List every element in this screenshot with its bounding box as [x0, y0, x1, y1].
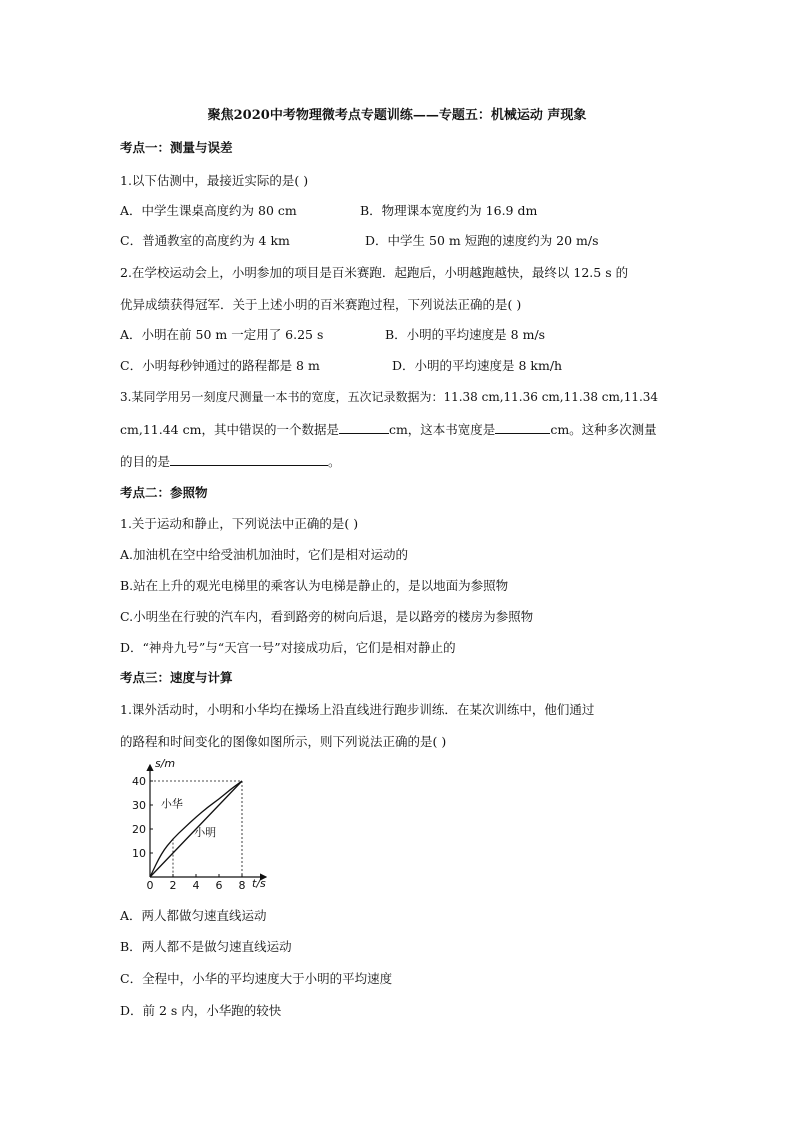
s1-q1-option-b: B．物理课本宽度约为 16.9 dm	[360, 203, 538, 218]
x-axis-label: t/s	[252, 877, 266, 890]
s1-q1-option-d: D．中学生 50 m 短跑的速度约为 20 m/s	[365, 233, 599, 248]
distance-time-graph	[128, 755, 278, 890]
s3-q1-line1: 1.课外活动时，小明和小华均在操场上沿直线进行跑步训练．在某次训练中，他们通过	[120, 702, 595, 717]
s1-q3-line3	[120, 452, 341, 470]
s3-q1-option-d: D．前 2 s 内，小华跑的较快	[120, 1003, 282, 1018]
s1-q3-text-c: cm。这种多次测量	[550, 422, 657, 437]
s2-q1-option-a: A.加油机在空中给受油机加油时，它们是相对运动的	[120, 547, 409, 562]
s3-q1-option-c: C．全程中，小华的平均速度大于小明的平均速度	[120, 971, 393, 986]
page-title: 聚焦2020中考物理微考点专题训练——专题五：机械运动 声现象	[207, 108, 587, 123]
s3-q1-option-a: A．两人都做匀速直线运动	[120, 908, 267, 923]
s1-q3-line1: 3.某同学用另一刻度尺测量一本书的宽度，五次记录数据为：11.38 cm,11.36 cm,11.38 cm,11.34	[120, 390, 659, 404]
series-label-xiaoming: 小明	[194, 826, 217, 840]
section3-heading: 考点三：速度与计算	[120, 670, 233, 685]
section1-heading: 考点一：测量与误差	[120, 140, 233, 155]
s1-q3-text-a: cm,11.44 cm，其中错误的一个数据是	[120, 422, 339, 437]
s2-q1-stem: 1.关于运动和静止，下列说法中正确的是( )	[120, 516, 359, 531]
y-tick-label: 40	[132, 775, 146, 788]
y-axis-label: s/m	[155, 757, 176, 770]
s1-q3-text-d: 的目的是	[120, 454, 171, 469]
x-tick-label: 6	[215, 879, 223, 890]
s2-q1-option-b: B.站在上升的观光电梯里的乘客认为电梯是静止的，是以地面为参照物	[120, 578, 509, 593]
s1-q2-option-b: B．小明的平均速度是 8 m/s	[385, 327, 546, 342]
s1-q3-text-e: 。	[328, 454, 341, 469]
y-tick-label: 10	[132, 847, 146, 860]
s1-q2-option-a: A．小明在前 50 m 一定用了 6.25 s	[120, 327, 324, 342]
section2-heading: 考点二：参照物	[120, 485, 208, 500]
y-tick-label: 20	[132, 823, 146, 836]
x-tick-label: 4	[192, 879, 200, 890]
s1-q1-stem: 1.以下估测中，最接近实际的是( )	[120, 173, 309, 188]
s1-q3-text-b: cm，这本书宽度是	[388, 422, 496, 437]
s1-q3-line2	[120, 420, 657, 438]
answer-blank-wrong-value[interactable]	[339, 421, 389, 434]
s2-q1-option-d: D．“神舟九号”与“天宫一号”对接成功后，它们是相对静止的	[120, 640, 456, 655]
x-tick-label: 8	[238, 879, 246, 890]
x-tick-label: 0	[146, 879, 154, 890]
s1-q1-option-a: A．中学生课桌高度约为 80 cm	[120, 203, 297, 218]
s1-q2-option-d: D．小明的平均速度是 8 km/h	[392, 358, 563, 373]
s1-q1-option-c: C．普通教室的高度约为 4 km	[120, 233, 290, 248]
s1-q2-option-c: C．小明每秒钟通过的路程都是 8 m	[120, 358, 320, 373]
s2-q1-option-c: C.小明坐在行驶的汽车内，看到路旁的树向后退，是以路旁的楼房为参照物	[120, 609, 534, 624]
series-label-xiaohua: 小华	[160, 797, 183, 811]
x-tick-label: 2	[169, 879, 177, 890]
s3-q1-line2: 的路程和时间变化的图像如图所示，则下列说法正确的是( )	[120, 734, 447, 749]
s1-q2-line1: 2.在学校运动会上，小明参加的项目是百米赛跑．起跑后，小明越跑越快，最终以 12.5 s 的	[120, 265, 629, 280]
s1-q2-line2: 优异成绩获得冠军．关于上述小明的百米赛跑过程，下列说法正确的是( )	[120, 297, 522, 312]
answer-blank-book-width[interactable]	[495, 421, 550, 434]
answer-blank-purpose[interactable]	[170, 453, 328, 466]
y-tick-label: 30	[132, 799, 146, 812]
s3-q1-option-b: B．两人都不是做匀速直线运动	[120, 939, 292, 954]
